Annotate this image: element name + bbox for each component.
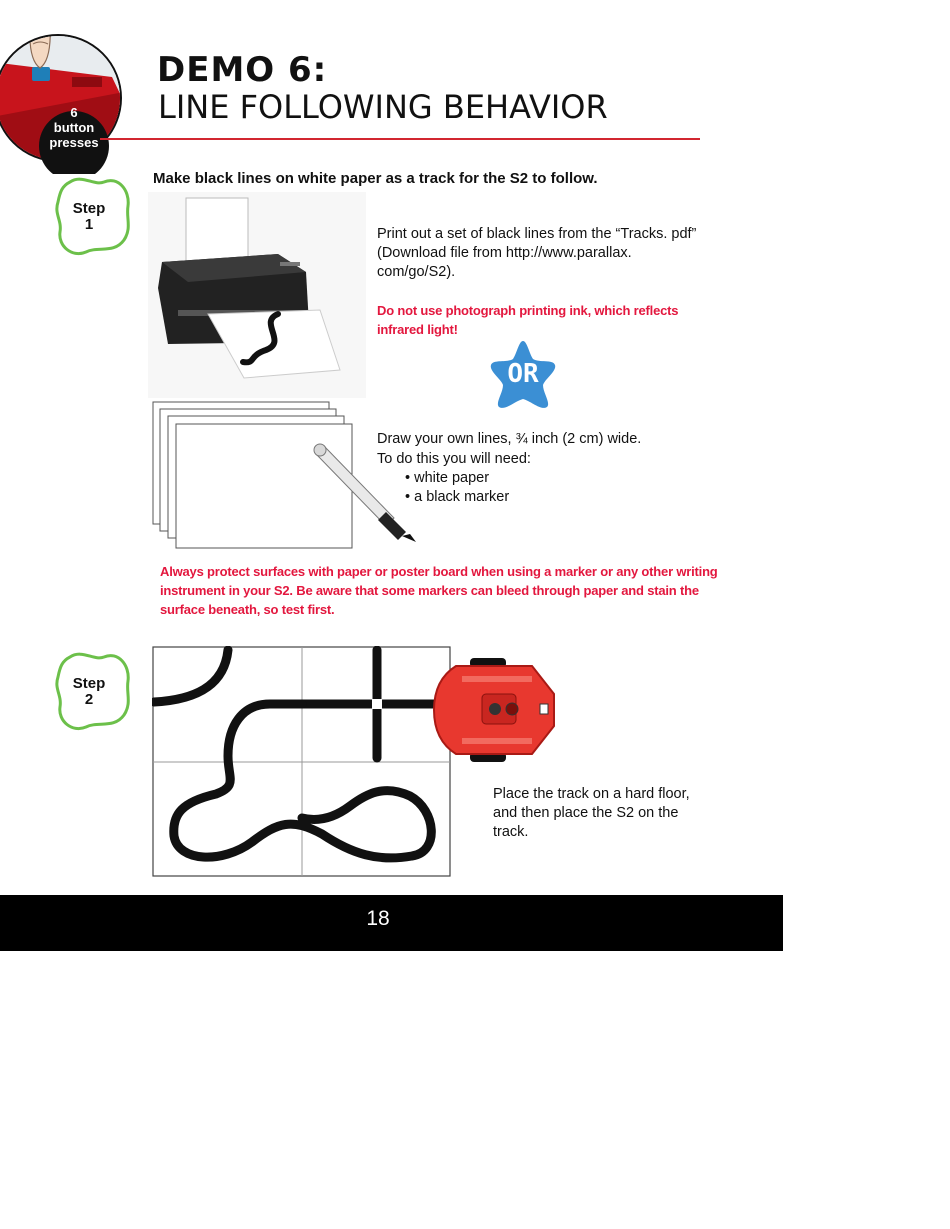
list-item: • a black marker bbox=[405, 489, 510, 505]
paper-stack-illustration bbox=[150, 400, 420, 550]
printer-illustration bbox=[148, 192, 366, 398]
badge-text-presses: presses bbox=[49, 135, 99, 150]
step-2-number: 2 bbox=[84, 691, 94, 708]
step-1-label bbox=[49, 201, 129, 233]
draw-needs-heading: To do this you will need: bbox=[377, 451, 531, 467]
badge-text-button: button bbox=[53, 120, 95, 135]
step-1-intro: Make black lines on white paper as a track for the S2 to follow. bbox=[153, 170, 598, 187]
badge-number: 6 bbox=[70, 105, 78, 120]
ink-warning: Do not use photograph printing ink, which reflects infrared light! bbox=[377, 303, 679, 337]
or-label: OR bbox=[507, 359, 539, 389]
track-illustration bbox=[152, 646, 452, 878]
badge-label bbox=[38, 105, 110, 150]
title-divider bbox=[100, 138, 700, 140]
step-1-word: Step bbox=[72, 200, 106, 217]
needs-list bbox=[405, 469, 509, 507]
print-instructions: Print out a set of black lines from the “Tracks. pdf” (Download file from http://www.parallax. com/go/S2). bbox=[377, 226, 697, 280]
page-number: 18 bbox=[366, 907, 390, 930]
track-instructions: Place the track on a hard floor, and then place the S2 on the track. bbox=[493, 786, 690, 840]
step-2-label bbox=[49, 676, 129, 708]
step-2-word: Step bbox=[72, 675, 106, 692]
draw-instructions: Draw your own lines, ¾ inch (2 cm) wide. bbox=[377, 431, 642, 447]
surface-warning: Always protect surfaces with paper or poster board when using a marker or any other writing instrument in your S2. Be aware that some markers can bleed through paper and stain the surface beneath, so test first. bbox=[160, 564, 718, 617]
page-title: DEMO 6: bbox=[157, 50, 328, 90]
page-subtitle: LINE FOLLOWING BEHAVIOR bbox=[158, 88, 608, 126]
list-item: • white paper bbox=[405, 470, 490, 486]
s2-robot-illustration bbox=[432, 654, 560, 766]
robot-button-badge bbox=[0, 22, 124, 174]
step-1-number: 1 bbox=[84, 216, 94, 233]
